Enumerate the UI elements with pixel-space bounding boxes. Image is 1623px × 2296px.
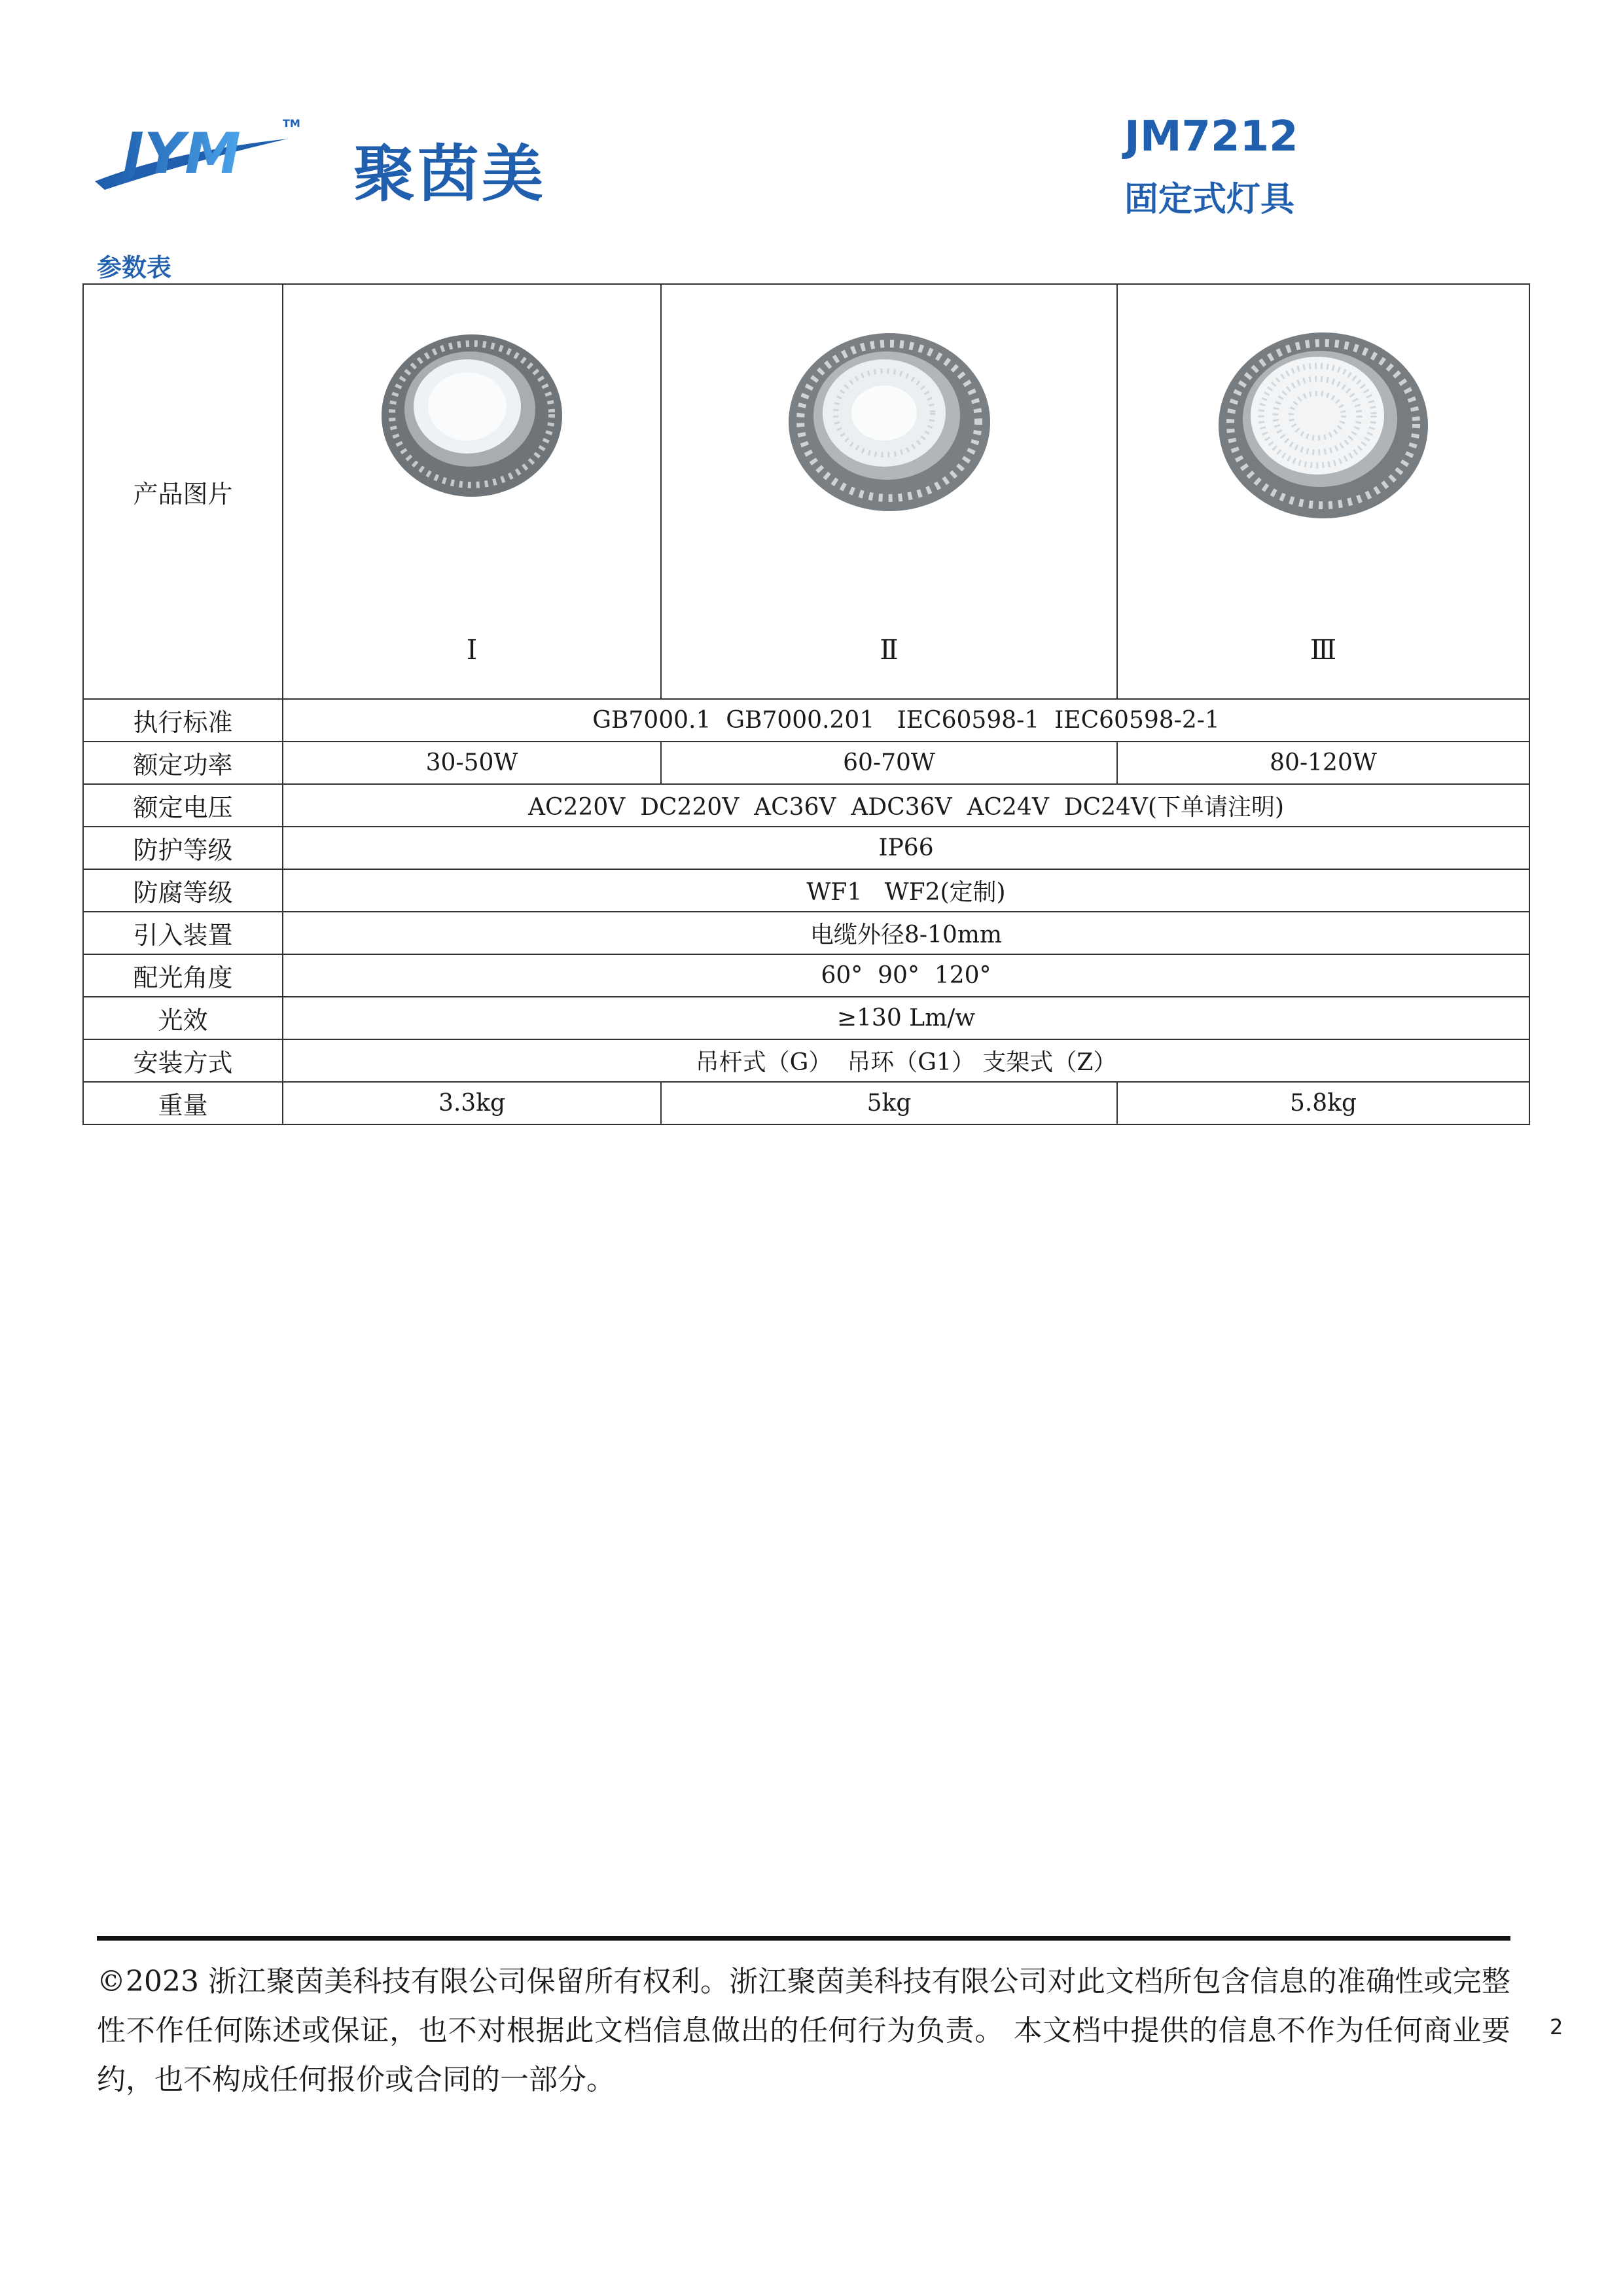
row-value: 5.8kg xyxy=(1117,1082,1529,1124)
table-row xyxy=(83,742,1529,784)
table-row xyxy=(83,912,1529,954)
table-row-image xyxy=(83,284,1529,699)
row-value: IP66 xyxy=(283,827,1529,869)
variant-label-2: Ⅱ xyxy=(880,634,899,666)
row-label: 防腐等级 xyxy=(83,869,283,912)
svg-text:TM: TM xyxy=(283,117,300,130)
row-value: 60-70W xyxy=(661,742,1117,784)
svg-text:JYM: JYM xyxy=(123,121,241,187)
row-value: 电缆外径8-10mm xyxy=(283,912,1529,954)
row-label: 额定电压 xyxy=(83,784,283,827)
row-value: 3.3kg xyxy=(283,1082,661,1124)
variant-label-3: Ⅲ xyxy=(1310,634,1337,666)
high-bay-lamp-image-3 xyxy=(1215,324,1431,520)
row-value: 60° 90° 120° xyxy=(283,954,1529,997)
row-label: 产品图片 xyxy=(83,284,283,699)
row-value: ≥130 Lm/w xyxy=(283,997,1529,1039)
variant-label-1: Ⅰ xyxy=(466,634,478,666)
table-row xyxy=(83,699,1529,742)
brand-name: 聚茵美 xyxy=(353,139,546,210)
row-label: 防护等级 xyxy=(83,827,283,869)
table-row xyxy=(83,784,1529,827)
row-value: 30-50W xyxy=(283,742,661,784)
row-value: 吊杆式（G） 吊环（G1） 支架式（Z） xyxy=(283,1039,1529,1082)
table-row xyxy=(83,869,1529,912)
row-label: 重量 xyxy=(83,1082,283,1124)
model-number: JM7212 xyxy=(1124,113,1298,161)
copyright-notice: ©2023 浙江聚茵美科技有限公司保留所有权利。浙江聚茵美科技有限公司对此文档所包含信息的准确性或完整性不作任何陈述或保证，也不对根据此文档信息做出的任何行为负责。 本文档中提供的信息不作为任何商业要约，也不构成任何报价或合同的一部分。 xyxy=(97,1965,1510,2096)
row-value: AC220V DC220V AC36V ADC36V AC24V DC24V(下单请注明) xyxy=(283,784,1529,827)
table-row xyxy=(83,827,1529,869)
row-label: 引入装置 xyxy=(83,912,283,954)
row-label: 安装方式 xyxy=(83,1039,283,1082)
product-image-cell-2 xyxy=(661,284,1117,699)
table-row xyxy=(83,1039,1529,1082)
high-bay-lamp-image-1 xyxy=(377,324,567,501)
row-label: 执行标准 xyxy=(83,699,283,742)
row-value: 5kg xyxy=(661,1082,1117,1124)
row-label: 额定功率 xyxy=(83,742,283,784)
row-label: 配光角度 xyxy=(83,954,283,997)
row-label: 光效 xyxy=(83,997,283,1039)
table-row xyxy=(83,1082,1529,1124)
spec-table xyxy=(82,283,1530,1125)
footer-divider xyxy=(97,1936,1510,1941)
table-row xyxy=(83,954,1529,997)
row-value: GB7000.1 GB7000.201 IEC60598-1 IEC60598-2-1 xyxy=(283,699,1529,742)
company-logo xyxy=(92,113,308,198)
section-title: 参数表 xyxy=(97,253,172,282)
row-value: WF1 WF2(定制) xyxy=(283,869,1529,912)
product-subtitle: 固定式灯具 xyxy=(1124,180,1295,219)
product-image-cell-1 xyxy=(283,284,661,699)
table-row xyxy=(83,997,1529,1039)
high-bay-lamp-image-2 xyxy=(785,324,994,514)
row-value: 80-120W xyxy=(1117,742,1529,784)
page-number: 2 xyxy=(1550,2015,1563,2039)
product-image-cell-3 xyxy=(1117,284,1529,699)
